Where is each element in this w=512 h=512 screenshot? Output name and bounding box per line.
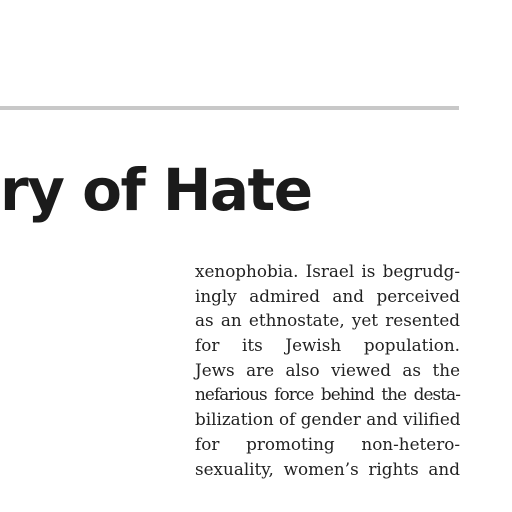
article-column-right	[195, 259, 460, 481]
column-line: ingly admired and perceived	[195, 285, 460, 306]
column-line: xenophobia. Israel is begrudg-	[195, 261, 460, 281]
section-divider-rule	[0, 106, 459, 110]
column-line: as an ethnostate, yet resented	[195, 310, 460, 331]
article-headline: ry of Hate	[0, 156, 312, 224]
column-line: for promoting non-hetero-	[195, 433, 460, 454]
column-line: nefarious force behind the desta-	[195, 384, 460, 405]
column-line: Jews are also viewed as the	[195, 359, 460, 380]
column-line: bilization of gender and vilified	[195, 409, 461, 430]
column-line: sexuality, women’s rights and	[195, 458, 460, 479]
column-line: for its Jewish population.	[195, 335, 460, 356]
